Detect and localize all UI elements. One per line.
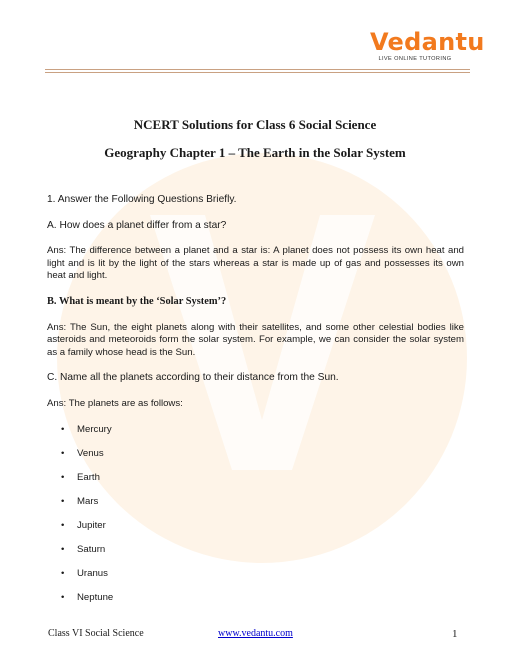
- answer-b: Ans: The Sun, the eight planets along with their satellites, and some other celestial bodies like asteroids and meteoroids form the solar system. For example, we can consider the solar system as a family whose head is the Sun.: [47, 321, 464, 358]
- bullet-icon: •: [61, 567, 65, 579]
- bullet-icon: •: [61, 423, 65, 435]
- planet-name: Neptune: [77, 591, 114, 603]
- planet-name: Jupiter: [77, 519, 106, 531]
- question-c: C. Name all the planets according to their distance from the Sun.: [47, 372, 339, 384]
- vedantu-logo: [370, 28, 485, 62]
- bullet-icon: •: [61, 543, 65, 555]
- page-number: 1: [452, 628, 458, 640]
- header-rule: [45, 69, 470, 70]
- planet-name: Earth: [77, 471, 100, 483]
- section-heading: 1. Answer the Following Questions Briefly.: [47, 194, 237, 205]
- planet-item: [47, 472, 464, 496]
- answer-a: Ans: The difference between a planet and a star is: A planet does not possess its own heat and light and is lit by the light of the stars whereas a star is made up of gas and possesses its own heat and light.: [47, 245, 464, 282]
- logo-wordmark: Vedantu: [370, 28, 485, 56]
- document-body: [47, 194, 464, 616]
- planet-item: [47, 544, 464, 568]
- footer-website-link[interactable]: www.vedantu.com: [218, 628, 293, 639]
- bullet-icon: •: [61, 471, 65, 483]
- planet-item: [47, 568, 464, 592]
- bullet-icon: •: [61, 519, 65, 531]
- bullet-icon: •: [61, 591, 65, 603]
- planet-name: Mars: [77, 495, 99, 507]
- logo-tagline: LIVE ONLINE TUTORING: [378, 56, 452, 62]
- planet-list: [47, 424, 464, 616]
- planet-name: Uranus: [77, 567, 108, 579]
- header-rule-secondary: [45, 72, 470, 73]
- answer-c: Ans: The planets are as follows:: [47, 397, 183, 409]
- planet-item: [47, 424, 464, 448]
- planet-item: [47, 496, 464, 520]
- chapter-title: Geography Chapter 1 – The Earth in the Solar System: [104, 145, 406, 160]
- question-a: A. How does a planet differ from a star?: [47, 219, 227, 231]
- bullet-icon: •: [61, 495, 65, 507]
- planet-name: Saturn: [77, 543, 106, 555]
- footer-class-label: Class VI Social Science: [48, 628, 144, 639]
- bullet-icon: •: [61, 447, 65, 459]
- planet-name: Mercury: [77, 423, 112, 435]
- planet-item: [47, 520, 464, 544]
- question-b: B. What is meant by the ‘Solar System’?: [47, 295, 227, 307]
- planet-item: [47, 592, 464, 616]
- document-title: NCERT Solutions for Class 6 Social Science: [133, 117, 377, 132]
- planet-name: Venus: [77, 447, 104, 459]
- planet-item: [47, 448, 464, 472]
